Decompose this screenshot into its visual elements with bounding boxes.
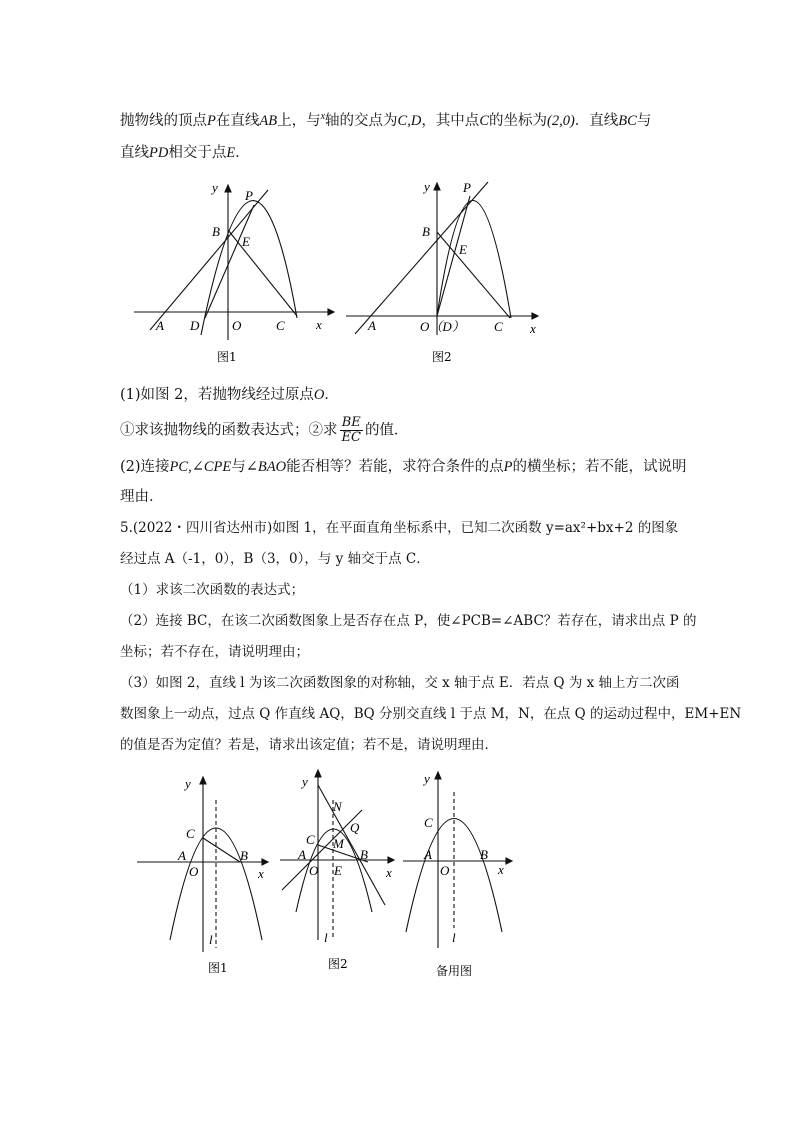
math-var-x: x — [320, 111, 326, 122]
text-span: ①求该抛物线的函数表达式；②求 — [120, 422, 338, 439]
p5-line5: 坐标；若不存在，请说明理由； — [120, 644, 309, 660]
x-axis-arrow — [262, 859, 268, 865]
math-var-O: O — [313, 387, 325, 403]
label-N: N — [333, 799, 342, 814]
text-span: ，其中点 — [421, 112, 480, 129]
fig1-caption: 图1 — [217, 350, 237, 364]
line-BN — [318, 785, 385, 905]
label-A: A — [156, 318, 164, 333]
math-var-AB: AB — [259, 112, 278, 129]
label-E: E — [334, 863, 342, 878]
p4-q1 — [120, 385, 339, 405]
text-span: 轴的交点为 — [325, 112, 398, 129]
segment-BC — [203, 838, 240, 862]
label-OD: O（D） — [420, 319, 465, 334]
p5-line4: （2）连接 BC，在该二次函数图象上是否存在点 P，使∠PCB=∠ABC？若存在，请求出点 P 的 — [120, 613, 697, 629]
label-A: A — [298, 847, 306, 862]
label-x: x — [316, 317, 322, 332]
p4-q2 — [120, 457, 686, 477]
label-y: y — [185, 776, 191, 791]
label-y: y — [212, 180, 218, 195]
label-O: O — [232, 318, 242, 333]
p4-figure-1 — [130, 175, 340, 370]
label-x: x — [498, 862, 504, 877]
math-var-P: P — [207, 112, 216, 129]
text-span: 与 — [231, 459, 246, 475]
label-M: M — [333, 836, 344, 851]
label-x: x — [530, 321, 536, 336]
y-axis-arrow — [315, 770, 321, 777]
label-B: B — [360, 847, 368, 862]
text-span: ． — [235, 145, 250, 161]
p4-q2-line2: 理由． — [120, 489, 164, 505]
label-x: x — [386, 865, 392, 880]
label-C: C — [424, 815, 433, 830]
text-span: 与 — [636, 112, 652, 129]
label-l: l — [324, 930, 328, 945]
p5-line7: 数图象上一动点，过点 Q 作直线 AQ，BQ 分别交直线 l 于点 M，N，在点 Q 的运动过程中，EM+EN — [120, 706, 742, 722]
label-Q: Q — [350, 820, 360, 835]
label-P: P — [245, 188, 253, 203]
fig3-caption: 备用图 — [436, 964, 473, 978]
p5-line3: （1）求该二次函数的表达式； — [120, 582, 305, 598]
text-span: 的值． — [364, 422, 409, 439]
x-axis-arrow — [388, 857, 394, 863]
p5-line1: 5.(2022・四川省达州市)如图 1，在平面直角坐标系中，已知二次函数 y=ax²+bx+2 的图象 — [120, 520, 679, 536]
p5-figure-spare — [398, 765, 518, 980]
p4-intro-line1 — [120, 107, 651, 131]
label-y: y — [424, 179, 430, 194]
text-span: 在直线 — [215, 112, 260, 129]
fraction-numerator: BE — [341, 415, 361, 430]
label-D: D — [190, 318, 200, 333]
label-B: B — [240, 848, 248, 863]
p4-q1-sub — [120, 416, 408, 445]
fig2-caption: 图2 — [328, 957, 348, 971]
text-span: 相交于点 — [168, 145, 227, 161]
label-B: B — [422, 224, 430, 239]
text-span: ． — [324, 387, 339, 403]
text-span: (2)连接 — [120, 459, 170, 475]
label-l: l — [209, 932, 213, 947]
text-span: 抛物线的顶点 — [120, 112, 207, 129]
parabola — [437, 200, 511, 318]
math-var-CD: C,D — [397, 112, 422, 129]
p5-line2: 经过点 A（-1，0），B（3，0），与 y 轴交于点 C． — [120, 551, 430, 567]
fig1-caption: 图1 — [208, 961, 228, 975]
x-axis-arrow — [506, 858, 512, 864]
math-var-C: C — [479, 112, 489, 129]
y-axis-arrow — [435, 772, 441, 779]
text-span: ．直线 — [574, 112, 619, 129]
text-span: 上，与 — [277, 112, 321, 129]
label-C: C — [494, 319, 503, 334]
label-C: C — [276, 318, 285, 333]
p4-intro-line2 — [120, 143, 250, 163]
math-var-BC: BC — [618, 112, 637, 129]
label-C: C — [186, 826, 195, 841]
p4-figure-2 — [340, 175, 550, 370]
label-E: E — [459, 242, 467, 257]
p5-figure-1 — [132, 770, 280, 980]
y-axis-arrow — [200, 777, 206, 784]
text-span: 的横坐标；若不能，试说明 — [512, 459, 687, 475]
label-O: O — [440, 863, 450, 878]
label-x: x — [258, 866, 264, 881]
y-axis-arrow — [434, 183, 440, 190]
parabola — [201, 201, 297, 335]
p5-figure-2 — [275, 765, 400, 975]
label-B: B — [212, 224, 220, 239]
p5-line8: 的值是否为定值？若是，请求出该定值；若不是，请说明理由． — [120, 737, 498, 753]
label-l: l — [452, 930, 456, 945]
label-O: O — [189, 864, 199, 879]
label-E: E — [242, 234, 250, 249]
line-PD — [205, 205, 254, 318]
label-A: A — [178, 848, 186, 863]
x-axis-arrow — [328, 309, 334, 315]
text-span: 的坐标为 — [488, 112, 547, 129]
y-axis-arrow — [225, 185, 231, 192]
fraction-denominator: EC — [341, 430, 361, 445]
text-span: 直线 — [120, 145, 149, 161]
math-expr: PC,∠CPE — [169, 459, 232, 475]
label-O: O — [309, 863, 319, 878]
label-C: C — [306, 832, 315, 847]
label-y: y — [302, 774, 308, 789]
math-var-E: E — [226, 145, 236, 161]
math-coord: (2,0) — [546, 112, 575, 129]
math-expr: ∠BAO — [245, 459, 287, 475]
x-axis-arrow — [532, 313, 538, 319]
label-A: A — [368, 318, 376, 333]
label-A: A — [424, 847, 432, 862]
fig2-caption: 图2 — [432, 350, 452, 364]
label-B: B — [480, 847, 488, 862]
label-y: y — [424, 771, 430, 786]
text-span: (1)如图 2，若抛物线经过原点 — [120, 387, 314, 403]
math-var-P: P — [503, 459, 513, 475]
math-var-PD: PD — [149, 145, 169, 161]
fraction-BE-EC — [340, 416, 363, 445]
line-BC — [228, 230, 297, 316]
p5-line6: （3）如图 2，直线 l 为该二次函数图象的对称轴，交 x 轴于点 E．若点 Q 为 x 轴上方二次函 — [120, 675, 680, 691]
label-P: P — [463, 180, 471, 195]
text-span: 能否相等？若能，求符合条件的点 — [286, 459, 504, 475]
